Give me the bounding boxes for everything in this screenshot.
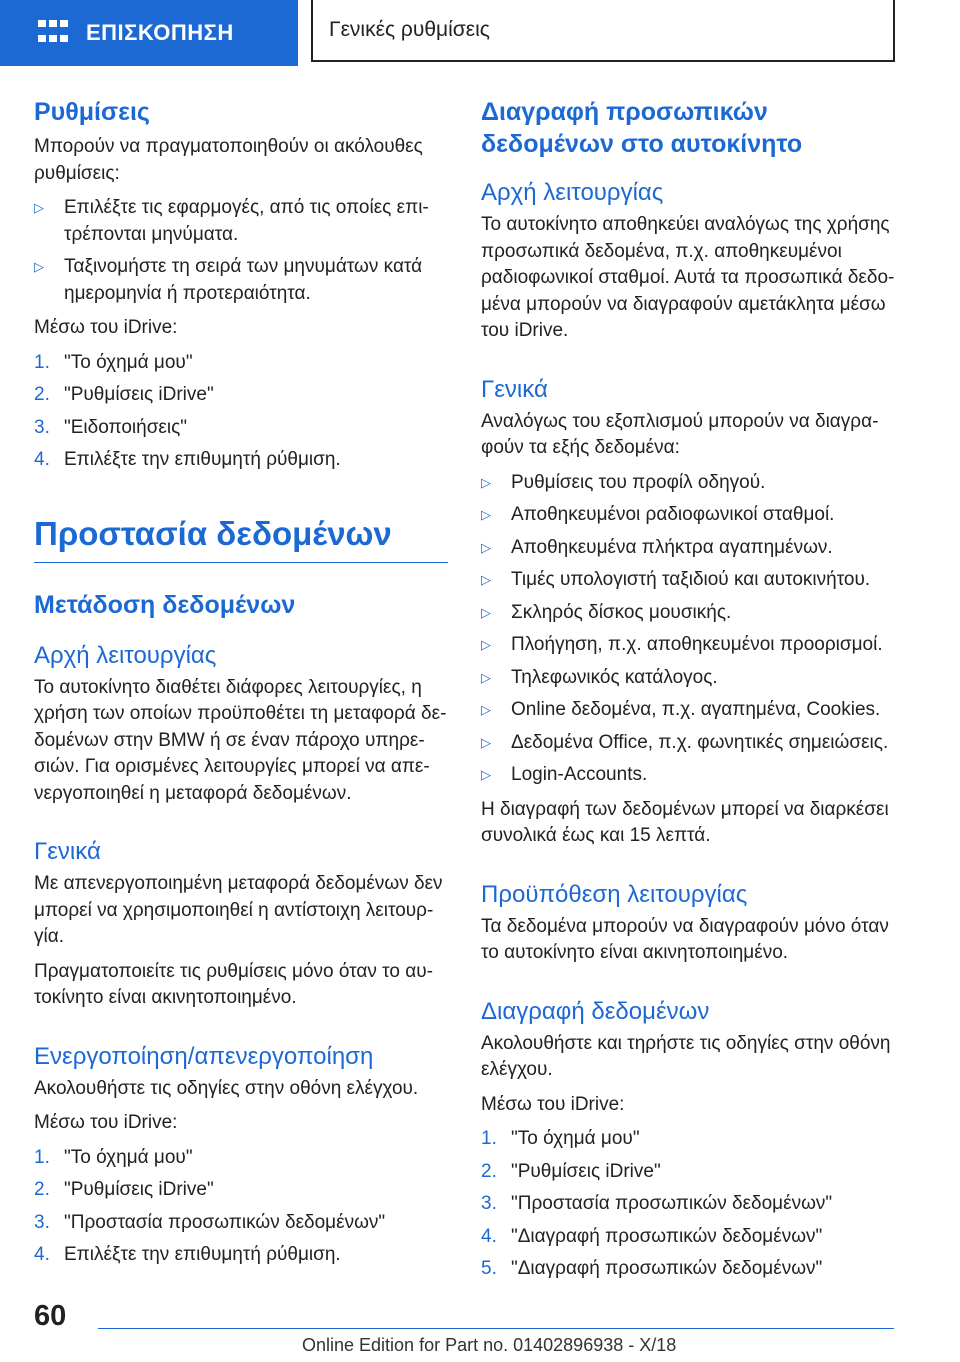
- data-protection-heading: Προστασία δεδομένων: [34, 514, 392, 552]
- general-heading: Γενικά: [34, 838, 101, 865]
- principle-heading: Αρχή λειτουργίας: [34, 641, 217, 669]
- list-item: 1. "Το όχημά μου": [34, 1146, 193, 1168]
- toggle-text: Ακολουθήστε τις οδηγίες στην οθόνη ελέγχου.: [34, 1077, 419, 1099]
- toggle-heading: Ενεργοποίηση/απενεργοποίηση: [34, 1042, 374, 1070]
- prerequisite-heading: Προϋπόθεση λειτουργίας: [481, 880, 748, 908]
- principle-text: Το αυτοκίνητο αποθηκεύει αναλόγως της χρήσης προσωπικά δεδομένα, π.χ. αποθηκευμένοι ραδιοφωνικοί σταθμοί. Αυτά τα προσωπικά δεδομένα μπορούν να διαγραφούν αμετάκλητα μέσω του iDrive.: [481, 214, 895, 341]
- delete-steps: [481, 1126, 901, 1283]
- list-item: 5. "Διαγραφή προσωπικών δεδομένων": [481, 1258, 823, 1279]
- page-header: [0, 0, 960, 66]
- list-item: ▷ Δεδομένα Office, π.χ. φωνητικές σημειώσεις.: [481, 730, 901, 757]
- delete-data-heading: Διαγραφή δεδομένων: [481, 997, 710, 1025]
- deletable-data-list: [481, 470, 901, 789]
- settings-steps: [34, 350, 448, 474]
- list-item: ▷ Τηλεφωνικός κατάλογος.: [481, 665, 901, 692]
- list-item: ▷ Ρυθμίσεις του προφίλ οδηγού.: [481, 470, 901, 497]
- list-item: ▷ Ταξινομήστε τη σειρά των μηνυμάτων κατά ημερομηνία ή προτεραιότητα.: [34, 256, 423, 304]
- settings-intro: Μπορούν να πραγματοποιηθούν οι ακόλουθες ρυθμίσεις:: [34, 136, 423, 184]
- list-item: ▷ Επιλέξτε τις εφαρμογές, από τις οποίες επιτρέπονται μηνύματα.: [34, 197, 429, 245]
- delete-data-text: Ακολουθήστε και τηρήστε τις οδηγίες στην οθόνη ελέγχου.: [481, 1032, 891, 1080]
- list-item: 3. "Προστασία προσωπικών δεδομένων": [481, 1193, 833, 1214]
- list-item: 3. "Ειδοποιήσεις": [34, 416, 188, 438]
- via-idrive-text: Μέσω του iDrive:: [481, 1093, 625, 1115]
- general-text: Αναλόγως του εξοπλισμού μπορούν να διαγραφούν τα εξής δεδομένα:: [481, 410, 879, 458]
- list-item: 2. "Ρυθμίσεις iDrive": [34, 384, 214, 405]
- section-tab[interactable]: [311, 0, 895, 62]
- triangle-icon: ▷: [481, 767, 491, 782]
- prerequisite-text: Τα δεδομένα μπορούν να διαγραφούν μόνο όταν το αυτοκίνητο είναι ακινητοποιημένο.: [481, 915, 889, 963]
- settings-heading: Ρυθμίσεις: [34, 98, 150, 126]
- general-text-1: Με απενεργοποιημένη μεταφορά δεδομένων δεν μπορεί να χρησιμοποιηθεί η αντίστοιχη λειτουργία.: [34, 873, 443, 947]
- list-item: 1. "Το όχημά μου": [481, 1128, 640, 1149]
- list-item: 1. "Το όχημά μου": [34, 351, 193, 373]
- overview-label: ΕΠΙΣΚΟΠΗΣΗ: [86, 20, 234, 45]
- list-item: ▷ Αποθηκευμένα πλήκτρα αγαπημένων.: [481, 535, 901, 562]
- section-tab-label: Γενικές ρυθμίσεις: [329, 18, 490, 41]
- triangle-icon: ▷: [481, 702, 491, 717]
- left-column: [34, 96, 448, 1277]
- list-item: ▷ Login-Accounts.: [481, 762, 901, 789]
- triangle-icon: ▷: [481, 539, 491, 555]
- edition-footer: Online Edition for Part no. 01402896938 - X/18: [302, 1335, 677, 1355]
- settings-bullet-list: [34, 195, 448, 307]
- principle-heading: Αρχή λειτουργίας: [481, 179, 664, 206]
- delete-personal-data-heading: Διαγραφή προσωπικών δεδομένων στο αυτοκίνητο: [481, 98, 803, 158]
- triangle-icon: ▷: [481, 669, 491, 685]
- footer-divider: [98, 1328, 894, 1329]
- triangle-icon: ▷: [481, 572, 491, 587]
- general-text-2: Πραγματοποιείτε τις ρυθμίσεις μόνο όταν το αυτοκίνητο είναι ακινητοποιημένο.: [34, 960, 433, 1008]
- list-item: 4. "Διαγραφή προσωπικών δεδομένων": [481, 1225, 823, 1247]
- via-idrive-text: Μέσω του iDrive:: [34, 317, 178, 338]
- list-item: 2. "Ρυθμίσεις iDrive": [34, 1179, 214, 1200]
- list-item: ▷ Αποθηκευμένοι ραδιοφωνικοί σταθμοί.: [481, 502, 901, 529]
- list-item: ▷ Σκληρός δίσκος μουσικής.: [481, 600, 901, 627]
- triangle-icon: ▷: [481, 637, 491, 652]
- triangle-icon: ▷: [481, 507, 491, 522]
- list-item: 2. "Ρυθμίσεις iDrive": [481, 1160, 661, 1182]
- principle-text: Το αυτοκίνητο διαθέτει διάφορες λειτουργίες, η χρήση των οποίων προϋποθέτει τη μεταφορά δεδομένων στην BMW ή σε έναν πάροχο υπηρεσιών. Για ορισμένες λειτουργίες μπορεί να απενεργοποιηθεί η μεταφορά δεδομένων.: [34, 676, 447, 804]
- list-item: 4. Επιλέξτε την επιθυμητή ρύθμιση.: [34, 1244, 341, 1265]
- transfer-steps: [34, 1145, 448, 1269]
- triangle-icon: ▷: [34, 259, 44, 274]
- list-item: ▷ Πλοήγηση, π.χ. αποθηκευμένοι προορισμοί.: [481, 632, 901, 659]
- data-transfer-heading: Μετάδοση δεδομένων: [34, 590, 296, 619]
- via-idrive-text: Μέσω του iDrive:: [34, 1112, 178, 1133]
- duration-text: Η διαγραφή των δεδομένων μπορεί να διαρκέσει συνολικά έως και 15 λεπτά.: [481, 798, 889, 846]
- right-column: [481, 96, 901, 1291]
- triangle-icon: ▷: [481, 474, 491, 490]
- triangle-icon: ▷: [481, 604, 491, 620]
- page-number: 60: [34, 1300, 67, 1332]
- triangle-icon: ▷: [481, 734, 491, 750]
- list-item: ▷ Online δεδομένα, π.χ. αγαπημένα, Cookies.: [481, 697, 901, 724]
- general-heading: Γενικά: [481, 375, 548, 403]
- list-item: 4. Επιλέξτε την επιθυμητή ρύθμιση.: [34, 449, 341, 470]
- heading-divider: [34, 562, 448, 563]
- list-item: ▷ Τιμές υπολογιστή ταξιδιού και αυτοκινήτου.: [481, 567, 901, 594]
- grid-icon: [38, 20, 68, 46]
- list-item: 3. "Προστασία προσωπικών δεδομένων": [34, 1211, 386, 1233]
- overview-button[interactable]: [0, 0, 298, 66]
- triangle-icon: ▷: [34, 200, 44, 215]
